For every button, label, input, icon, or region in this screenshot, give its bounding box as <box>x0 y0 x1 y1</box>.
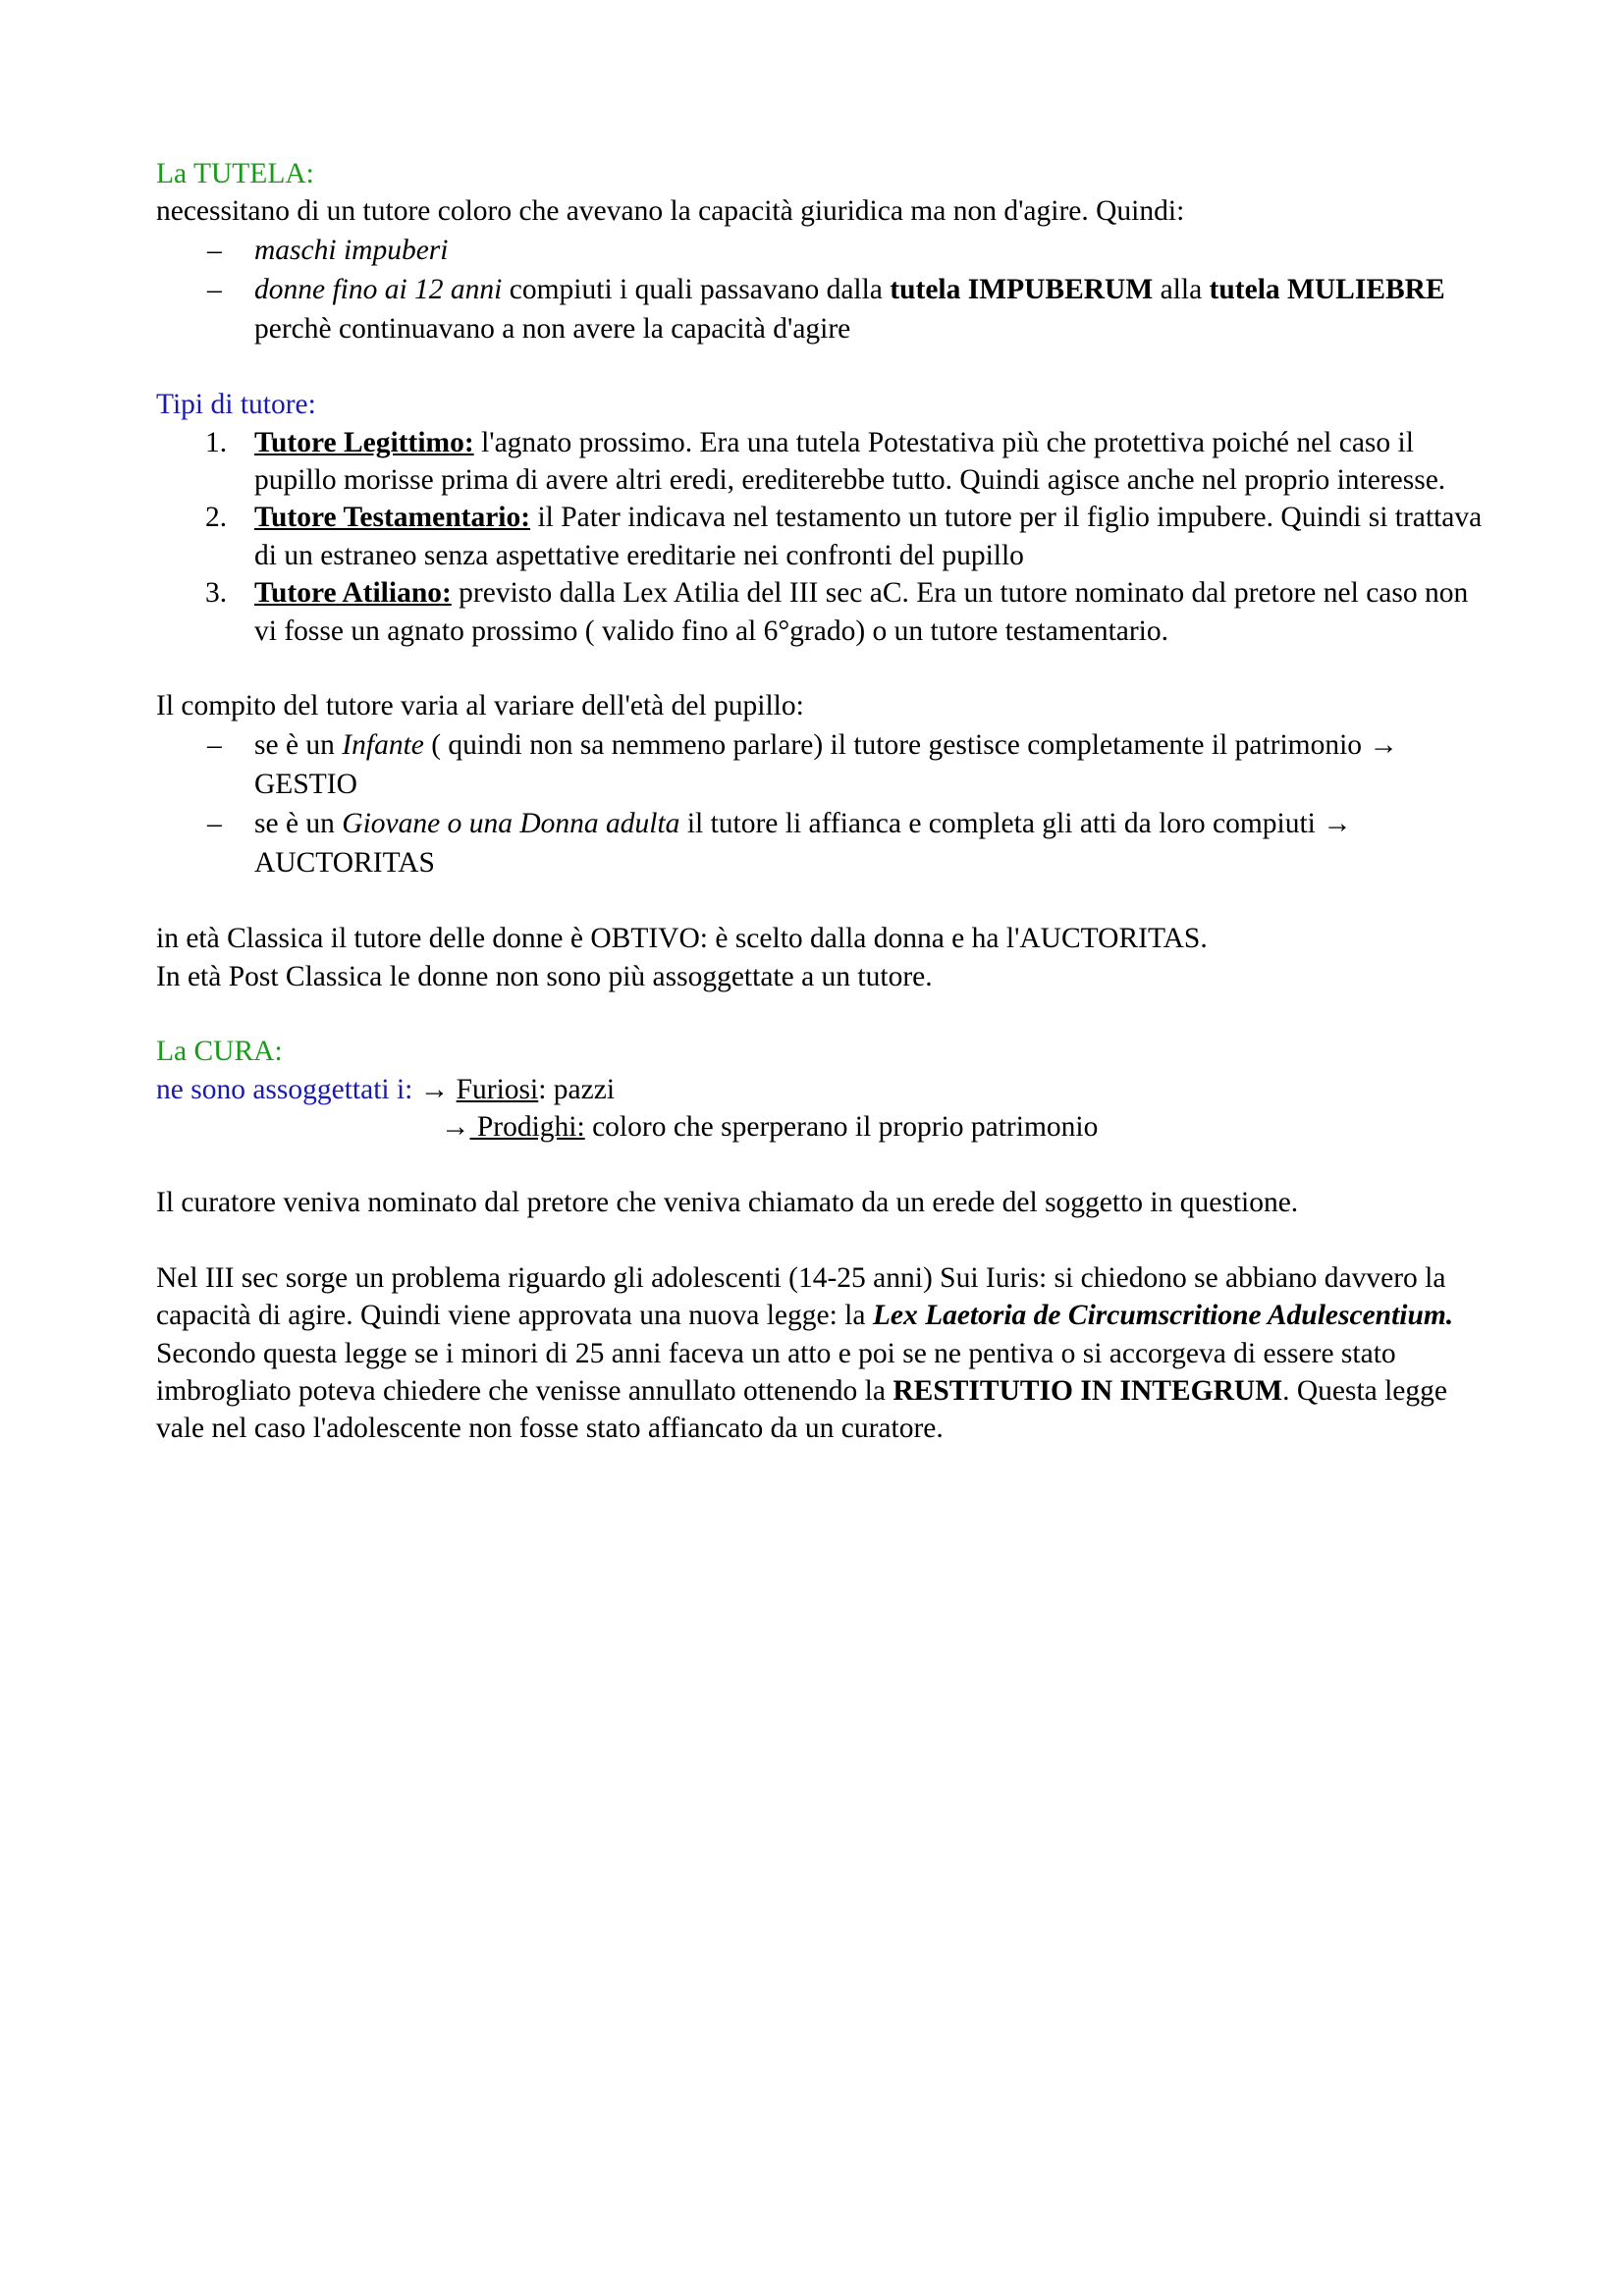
cura-lead: ne sono assoggettati i: <box>156 1073 413 1105</box>
lex-paragraph: Nel III sec sorge un problema riguardo gli adolescenti (14-25 anni) Sui Iuris: si chiedono se abbiano davvero la capacità di agire. Quindi viene approvata una nuova legge: la Lex Laetoria de Circumscritione Adulescentium. Secondo questa legge se i minori di 25 anni faceva un atto e poi se ne pentiva o si accorgeva di essere stato imbrogliato poteva chiedere che venisse annullato ottenendo la RESTITUTIO IN INTEGRUM. Questa legge vale nel caso l'adolescente non fosse stato affiancato da un curatore. <box>156 1261 1454 1445</box>
furiosi-label: Furiosi <box>456 1073 539 1105</box>
tutela-item1: maschi impuberi <box>254 234 449 266</box>
list-item: 1. Tutore Legittimo: l'agnato prossimo. Era una tutela Potestativa più che protettiva poiché nel caso il pupillo morisse prima di avere altri eredi, erediterebbe tutto. Quindi agisce anche nel proprio interesse. <box>205 426 1446 497</box>
list-item: 2. Tutore Testamentario: il Pater indicava nel testamento un tutore per il figlio impubere. Quindi si trattava di un estraneo senza aspettative ereditarie nei confronti del pupillo <box>205 502 1483 571</box>
list-item: 3. Tutore Atiliano: previsto dalla Lex Atilia del III sec aC. Era un tutore nominato dal pretore nel caso non vi fosse un agnato prossimo ( valido fino al 6°grado) o un tutore testamentario. <box>205 577 1469 647</box>
arrow-icon: → <box>441 1111 470 1144</box>
document-page <box>156 155 1491 1448</box>
curatore-paragraph: Il curatore veniva nominato dal pretore che veniva chiamato da un erede del soggetto in questione. <box>156 1187 1299 1219</box>
cura-heading: La CURA: <box>156 1036 283 1068</box>
list-item: – se è un Giovane o una Donna adulta il tutore li affianca e completa gli atti da loro compiuti → AUCTORITAS <box>156 804 1491 882</box>
eta-line2: In età Post Classica le donne non sono più assoggettate a un tutore. <box>156 960 933 992</box>
tutela-heading: La TUTELA: <box>156 158 314 189</box>
cura-line1: ne sono assoggettati i: → Furiosi: pazzi <box>156 1073 616 1105</box>
prodighi-label: Prodighi: <box>469 1111 585 1144</box>
list-item: – se è un Infante ( quindi non sa nemmeno parlare) il tutore gestisce completamente il patrimonio → GESTIO <box>156 725 1491 804</box>
tutela-list <box>156 231 1491 348</box>
compito-list <box>156 725 1491 882</box>
arrow-icon: → <box>419 1073 450 1105</box>
list-item <box>156 231 1491 270</box>
cura-line2: → Prodighi: coloro che sperperano il proprio patrimonio <box>441 1111 1099 1144</box>
list-item: – donne fino ai 12 anni compiuti i quali passavano dalla tutela IMPUBERUM alla tutela MULIEBRE perchè continuavano a non avere la capacità d'agire <box>156 270 1491 348</box>
tipi-heading: Tipi di tutore: <box>156 389 316 421</box>
tutela-intro: necessitano di un tutore coloro che avevano la capacità giuridica ma non d'agire. Quindi: <box>156 195 1185 228</box>
compito-intro: Il compito del tutore varia al variare dell'età del pupillo: <box>156 690 804 722</box>
tipi-list <box>156 424 1491 650</box>
eta-line1: in età Classica il tutore delle donne è OBTIVO: è scelto dalla donna e ha l'AUCTORITAS. <box>156 923 1208 955</box>
